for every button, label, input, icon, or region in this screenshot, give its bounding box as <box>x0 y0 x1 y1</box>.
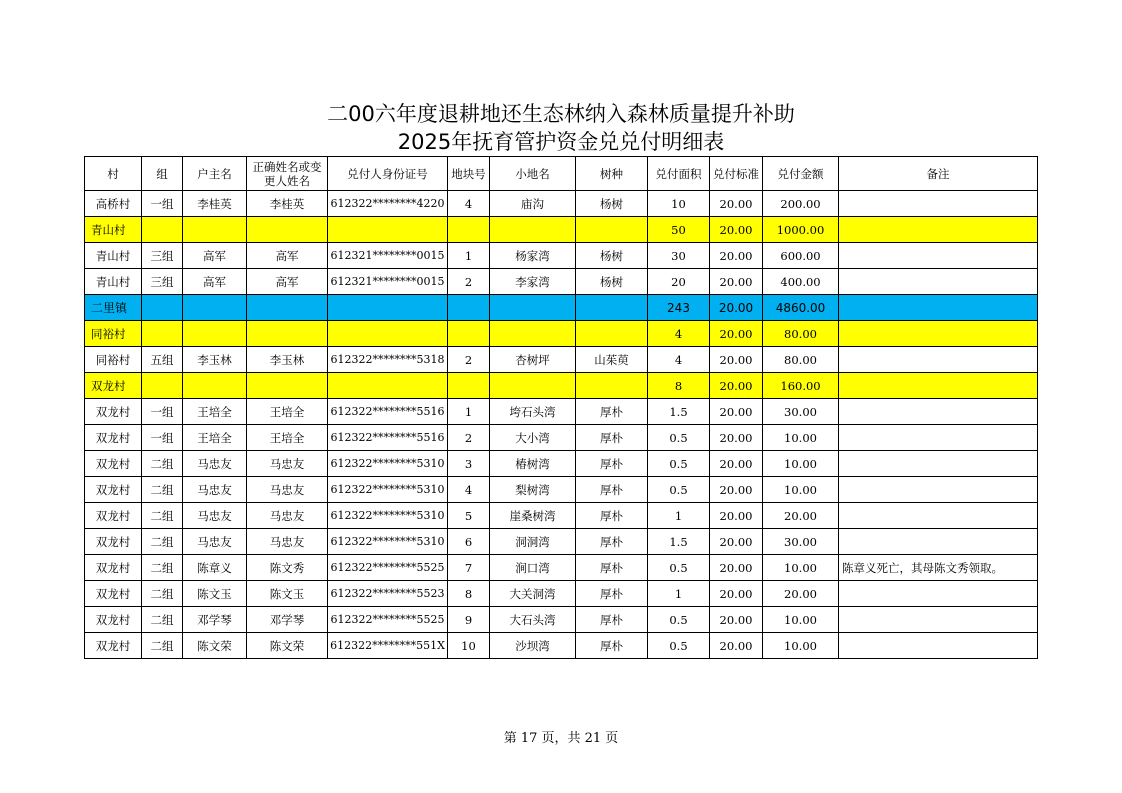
note-cell <box>839 269 1038 295</box>
group-cell: 二组 <box>142 581 183 607</box>
place-cell: 大关洞湾 <box>490 581 576 607</box>
name-cell <box>247 321 328 347</box>
plot-cell: 7 <box>448 555 490 581</box>
owner-cell: 王培全 <box>183 425 247 451</box>
amount-cell: 1000.00 <box>763 217 839 243</box>
name-cell: 高军 <box>247 269 328 295</box>
group-cell: 二组 <box>142 555 183 581</box>
village-cell: 青山村 <box>85 243 142 269</box>
table-row <box>85 399 1038 425</box>
place-cell: 杏树坪 <box>490 347 576 373</box>
place-cell: 大小湾 <box>490 425 576 451</box>
header-note: 备注 <box>839 157 1038 191</box>
standard-cell: 20.00 <box>710 191 763 217</box>
area-cell: 243 <box>648 295 710 321</box>
tree-cell: 山茱萸 <box>576 347 648 373</box>
standard-cell: 20.00 <box>710 451 763 477</box>
owner-cell: 马忠友 <box>183 503 247 529</box>
standard-cell: 20.00 <box>710 555 763 581</box>
area-cell: 10 <box>648 191 710 217</box>
id-cell: 612321********0015 <box>328 269 448 295</box>
tree-cell: 厚朴 <box>576 425 648 451</box>
id-cell <box>328 321 448 347</box>
id-cell: 612322********5523 <box>328 581 448 607</box>
note-cell <box>839 217 1038 243</box>
note-cell <box>839 477 1038 503</box>
group-cell: 二组 <box>142 503 183 529</box>
amount-cell: 80.00 <box>763 347 839 373</box>
area-cell: 4 <box>648 321 710 347</box>
standard-cell: 20.00 <box>710 425 763 451</box>
name-cell: 王培全 <box>247 399 328 425</box>
tree-cell: 厚朴 <box>576 581 648 607</box>
note-cell <box>839 425 1038 451</box>
standard-cell: 20.00 <box>710 269 763 295</box>
table-row <box>85 529 1038 555</box>
place-cell: 椿树湾 <box>490 451 576 477</box>
village-cell: 双龙村 <box>85 399 142 425</box>
tree-cell: 厚朴 <box>576 607 648 633</box>
area-cell: 1 <box>648 581 710 607</box>
header-group: 组 <box>142 157 183 191</box>
name-cell: 邓学琴 <box>247 607 328 633</box>
owner-cell: 李桂英 <box>183 191 247 217</box>
id-cell <box>328 373 448 399</box>
owner-cell <box>183 373 247 399</box>
group-cell: 三组 <box>142 269 183 295</box>
area-cell: 4 <box>648 347 710 373</box>
area-cell: 30 <box>648 243 710 269</box>
group-cell: 二组 <box>142 451 183 477</box>
amount-cell: 400.00 <box>763 269 839 295</box>
village-cell: 双龙村 <box>85 373 142 399</box>
area-cell: 20 <box>648 269 710 295</box>
village-cell: 双龙村 <box>85 425 142 451</box>
owner-cell: 陈章义 <box>183 555 247 581</box>
village-cell: 双龙村 <box>85 477 142 503</box>
amount-cell: 20.00 <box>763 581 839 607</box>
table-row <box>85 191 1038 217</box>
place-cell <box>490 217 576 243</box>
standard-cell: 20.00 <box>710 243 763 269</box>
standard-cell: 20.00 <box>710 373 763 399</box>
id-cell <box>328 217 448 243</box>
group-cell: 二组 <box>142 633 183 659</box>
amount-cell: 160.00 <box>763 373 839 399</box>
note-cell <box>839 529 1038 555</box>
area-cell: 1 <box>648 503 710 529</box>
place-cell: 涧口湾 <box>490 555 576 581</box>
plot-cell: 2 <box>448 425 490 451</box>
tree-cell: 杨树 <box>576 269 648 295</box>
name-cell: 王培全 <box>247 425 328 451</box>
header-standard: 兑付标准 <box>710 157 763 191</box>
table-body <box>85 191 1038 659</box>
note-cell <box>839 451 1038 477</box>
owner-cell: 高军 <box>183 243 247 269</box>
area-cell: 0.5 <box>648 607 710 633</box>
plot-cell: 3 <box>448 451 490 477</box>
village-cell: 双龙村 <box>85 633 142 659</box>
tree-cell <box>576 295 648 321</box>
name-cell <box>247 217 328 243</box>
name-cell <box>247 295 328 321</box>
group-cell <box>142 373 183 399</box>
table-row <box>85 581 1038 607</box>
name-cell: 马忠友 <box>247 503 328 529</box>
payment-table <box>84 156 1038 659</box>
table-row <box>85 243 1038 269</box>
table-row <box>85 269 1038 295</box>
owner-cell <box>183 295 247 321</box>
owner-cell: 马忠友 <box>183 529 247 555</box>
village-cell: 双龙村 <box>85 581 142 607</box>
tree-cell <box>576 373 648 399</box>
place-cell: 垮石头湾 <box>490 399 576 425</box>
plot-cell: 5 <box>448 503 490 529</box>
standard-cell: 20.00 <box>710 581 763 607</box>
village-cell: 双龙村 <box>85 529 142 555</box>
plot-cell: 8 <box>448 581 490 607</box>
id-cell: 612322********5516 <box>328 399 448 425</box>
page-footer: 第 17 页，共 21 页 <box>503 731 619 746</box>
place-cell <box>490 295 576 321</box>
header-plot: 地块号 <box>448 157 490 191</box>
place-cell: 庙沟 <box>490 191 576 217</box>
name-cell: 李玉林 <box>247 347 328 373</box>
name-cell <box>247 373 328 399</box>
owner-cell: 陈文荣 <box>183 633 247 659</box>
note-cell <box>839 373 1038 399</box>
village-cell: 双龙村 <box>85 607 142 633</box>
group-cell <box>142 321 183 347</box>
plot-cell: 4 <box>448 477 490 503</box>
tree-cell: 杨树 <box>576 191 648 217</box>
tree-cell: 厚朴 <box>576 529 648 555</box>
id-cell: 612322********5525 <box>328 555 448 581</box>
group-cell: 二组 <box>142 607 183 633</box>
table-row <box>85 555 1038 581</box>
id-cell <box>328 295 448 321</box>
id-cell: 612322********4220 <box>328 191 448 217</box>
place-cell: 洞洞湾 <box>490 529 576 555</box>
group-cell: 三组 <box>142 243 183 269</box>
id-cell: 612322********5318 <box>328 347 448 373</box>
village-subtotal-row <box>85 321 1038 347</box>
amount-cell: 200.00 <box>763 191 839 217</box>
place-cell: 崖桑树湾 <box>490 503 576 529</box>
note-cell <box>839 347 1038 373</box>
village-subtotal-row <box>85 373 1038 399</box>
amount-cell: 30.00 <box>763 399 839 425</box>
header-id-number: 兑付人身份证号 <box>328 157 448 191</box>
place-cell: 大石头湾 <box>490 607 576 633</box>
note-cell: 陈章义死亡，其母陈文秀领取。 <box>839 555 1038 581</box>
header-row <box>85 157 1038 191</box>
plot-cell: 10 <box>448 633 490 659</box>
owner-cell: 王培全 <box>183 399 247 425</box>
village-cell: 青山村 <box>85 217 142 243</box>
amount-cell: 10.00 <box>763 633 839 659</box>
header-tree: 树种 <box>576 157 648 191</box>
header-correct-name: 正确姓名或变更人姓名 <box>247 157 328 191</box>
id-cell: 612322********551X <box>328 633 448 659</box>
tree-cell: 厚朴 <box>576 399 648 425</box>
tree-cell: 厚朴 <box>576 503 648 529</box>
note-cell <box>839 581 1038 607</box>
id-cell: 612322********5310 <box>328 477 448 503</box>
table-row <box>85 425 1038 451</box>
plot-cell <box>448 373 490 399</box>
town-subtotal-row <box>85 295 1038 321</box>
id-cell: 612322********5525 <box>328 607 448 633</box>
standard-cell: 20.00 <box>710 295 763 321</box>
tree-cell <box>576 217 648 243</box>
name-cell: 高军 <box>247 243 328 269</box>
table-row <box>85 607 1038 633</box>
id-cell: 612322********5310 <box>328 451 448 477</box>
name-cell: 陈文秀 <box>247 555 328 581</box>
amount-cell: 10.00 <box>763 451 839 477</box>
standard-cell: 20.00 <box>710 321 763 347</box>
tree-cell: 厚朴 <box>576 477 648 503</box>
village-cell: 双龙村 <box>85 451 142 477</box>
header-village: 村 <box>85 157 142 191</box>
tree-cell: 厚朴 <box>576 633 648 659</box>
amount-cell: 10.00 <box>763 607 839 633</box>
tree-cell: 厚朴 <box>576 451 648 477</box>
name-cell: 马忠友 <box>247 529 328 555</box>
standard-cell: 20.00 <box>710 633 763 659</box>
area-cell: 0.5 <box>648 633 710 659</box>
group-cell <box>142 295 183 321</box>
plot-cell: 2 <box>448 269 490 295</box>
amount-cell: 80.00 <box>763 321 839 347</box>
name-cell: 马忠友 <box>247 477 328 503</box>
plot-cell <box>448 217 490 243</box>
amount-cell: 10.00 <box>763 477 839 503</box>
group-cell: 一组 <box>142 399 183 425</box>
owner-cell: 邓学琴 <box>183 607 247 633</box>
note-cell <box>839 607 1038 633</box>
place-cell: 李家湾 <box>490 269 576 295</box>
owner-cell: 马忠友 <box>183 451 247 477</box>
owner-cell: 高军 <box>183 269 247 295</box>
tree-cell <box>576 321 648 347</box>
owner-cell: 陈文玉 <box>183 581 247 607</box>
village-cell: 青山村 <box>85 269 142 295</box>
header-owner: 户主名 <box>183 157 247 191</box>
area-cell: 8 <box>648 373 710 399</box>
tree-cell: 杨树 <box>576 243 648 269</box>
note-cell <box>839 243 1038 269</box>
sheet-title-line1: 二00六年度退耕地还生态林纳入森林质量提升补助 <box>327 102 795 126</box>
standard-cell: 20.00 <box>710 477 763 503</box>
note-cell <box>839 191 1038 217</box>
village-cell: 双龙村 <box>85 555 142 581</box>
standard-cell: 20.00 <box>710 399 763 425</box>
plot-cell: 1 <box>448 399 490 425</box>
note-cell <box>839 295 1038 321</box>
amount-cell: 600.00 <box>763 243 839 269</box>
plot-cell: 9 <box>448 607 490 633</box>
name-cell: 陈文玉 <box>247 581 328 607</box>
village-cell: 同裕村 <box>85 321 142 347</box>
plot-cell <box>448 321 490 347</box>
header-area: 兑付面积 <box>648 157 710 191</box>
note-cell <box>839 321 1038 347</box>
standard-cell: 20.00 <box>710 529 763 555</box>
standard-cell: 20.00 <box>710 607 763 633</box>
village-cell: 高桥村 <box>85 191 142 217</box>
name-cell: 马忠友 <box>247 451 328 477</box>
standard-cell: 20.00 <box>710 347 763 373</box>
owner-cell <box>183 321 247 347</box>
area-cell: 0.5 <box>648 451 710 477</box>
place-cell: 梨树湾 <box>490 477 576 503</box>
group-cell: 二组 <box>142 477 183 503</box>
id-cell: 612322********5310 <box>328 529 448 555</box>
note-cell <box>839 633 1038 659</box>
name-cell: 陈文荣 <box>247 633 328 659</box>
amount-cell: 20.00 <box>763 503 839 529</box>
area-cell: 0.5 <box>648 477 710 503</box>
id-cell: 612322********5516 <box>328 425 448 451</box>
area-cell: 0.5 <box>648 555 710 581</box>
area-cell: 0.5 <box>648 425 710 451</box>
village-cell: 二里镇 <box>85 295 142 321</box>
village-cell: 双龙村 <box>85 503 142 529</box>
area-cell: 1.5 <box>648 529 710 555</box>
group-cell: 一组 <box>142 425 183 451</box>
amount-cell: 10.00 <box>763 555 839 581</box>
owner-cell <box>183 217 247 243</box>
table-row <box>85 451 1038 477</box>
amount-cell: 4860.00 <box>763 295 839 321</box>
place-cell: 杨家湾 <box>490 243 576 269</box>
amount-cell: 10.00 <box>763 425 839 451</box>
place-cell <box>490 321 576 347</box>
group-cell: 五组 <box>142 347 183 373</box>
village-subtotal-row <box>85 217 1038 243</box>
plot-cell: 6 <box>448 529 490 555</box>
place-cell <box>490 373 576 399</box>
plot-cell: 4 <box>448 191 490 217</box>
table-row <box>85 477 1038 503</box>
note-cell <box>839 503 1038 529</box>
id-cell: 612321********0015 <box>328 243 448 269</box>
plot-cell: 1 <box>448 243 490 269</box>
owner-cell: 李玉林 <box>183 347 247 373</box>
header-place: 小地名 <box>490 157 576 191</box>
standard-cell: 20.00 <box>710 503 763 529</box>
amount-cell: 30.00 <box>763 529 839 555</box>
owner-cell: 马忠友 <box>183 477 247 503</box>
sheet-title-line2: 2025年抚育管护资金兑兑付明细表 <box>397 130 725 154</box>
area-cell: 1.5 <box>648 399 710 425</box>
table-row <box>85 347 1038 373</box>
id-cell: 612322********5310 <box>328 503 448 529</box>
name-cell: 李桂英 <box>247 191 328 217</box>
tree-cell: 厚朴 <box>576 555 648 581</box>
table-row <box>85 503 1038 529</box>
place-cell: 沙坝湾 <box>490 633 576 659</box>
plot-cell: 2 <box>448 347 490 373</box>
village-cell: 同裕村 <box>85 347 142 373</box>
standard-cell: 20.00 <box>710 217 763 243</box>
plot-cell <box>448 295 490 321</box>
note-cell <box>839 399 1038 425</box>
group-cell: 一组 <box>142 191 183 217</box>
area-cell: 50 <box>648 217 710 243</box>
group-cell: 二组 <box>142 529 183 555</box>
group-cell <box>142 217 183 243</box>
header-amount: 兑付金额 <box>763 157 839 191</box>
table-row <box>85 633 1038 659</box>
